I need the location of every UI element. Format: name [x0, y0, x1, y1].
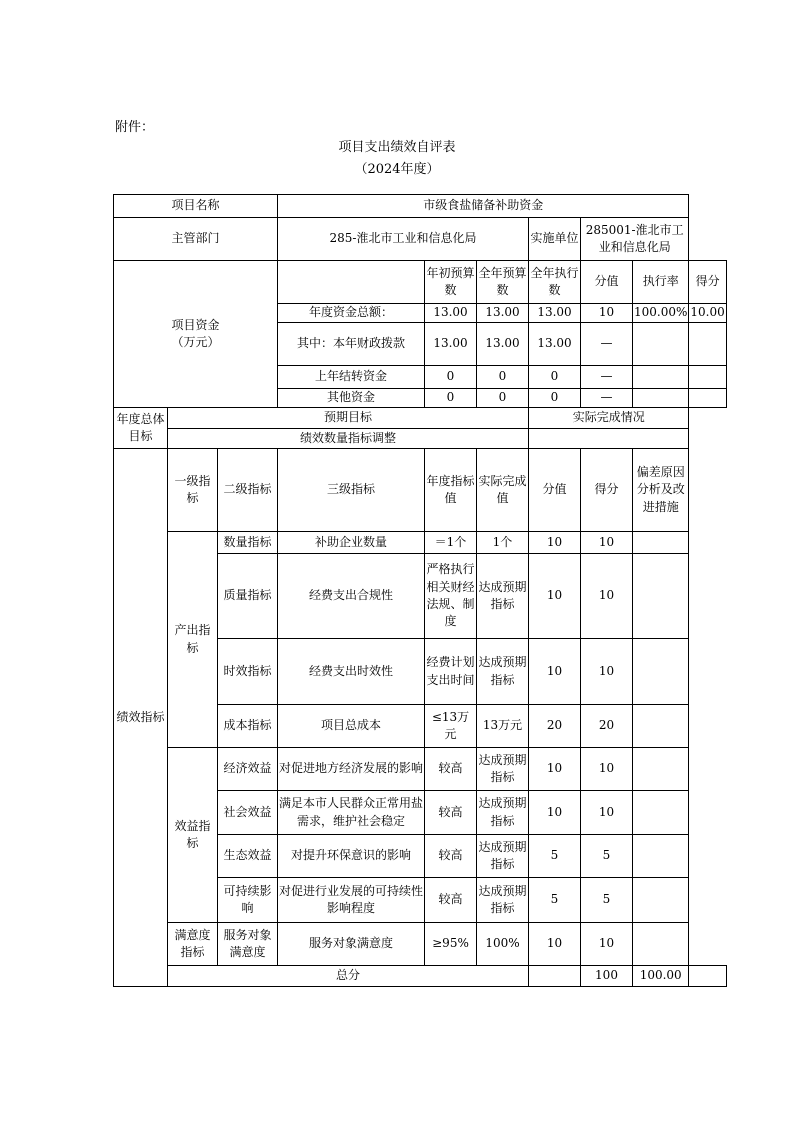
expected-goal-header: 预期目标: [168, 408, 529, 429]
funds-header: 分值: [581, 261, 633, 304]
level2-cell: 数量指标: [218, 532, 278, 554]
perf-header: 分值: [529, 449, 581, 532]
score-value-cell: 5: [529, 878, 581, 923]
funds-cell: 13.00: [425, 323, 477, 366]
perf-header: 得分: [581, 449, 633, 532]
level2-cell: 经济效益: [218, 748, 278, 791]
level3-cell: 满足本市人民群众正常用盐需求，维护社会稳定: [278, 791, 425, 835]
note-cell: [633, 878, 689, 923]
perf-header: 偏差原因分析及改进措施: [633, 449, 689, 532]
note-cell: [633, 532, 689, 554]
funds-header: 全年执行数: [529, 261, 581, 304]
level3-cell: 经费支出合规性: [278, 554, 425, 639]
target-cell: 较高: [425, 791, 477, 835]
score-cell: 10: [581, 923, 633, 966]
total-note: [689, 966, 726, 987]
level2-cell: 时效指标: [218, 639, 278, 705]
funds-header: 执行率: [633, 261, 689, 304]
level2-cell: 质量指标: [218, 554, 278, 639]
funds-cell: [689, 323, 726, 366]
funds-header-blank: [278, 261, 425, 304]
attachment-label: 附件：: [115, 120, 155, 135]
total-blank: [529, 966, 581, 987]
level3-cell: 对提升环保意识的影响: [278, 835, 425, 878]
page-subtitle: （2024年度）: [354, 162, 440, 177]
project-name-label: 项目名称: [114, 195, 278, 218]
funds-cell: —: [581, 389, 633, 408]
score-cell: 10: [581, 554, 633, 639]
page-title: 项目支出绩效自评表: [338, 140, 456, 155]
score-cell: 5: [581, 878, 633, 923]
funds-cell: 100.00%: [633, 304, 689, 323]
score-cell: 10: [581, 639, 633, 705]
total-label: 总分: [168, 966, 529, 987]
level2-cell: 社会效益: [218, 791, 278, 835]
level2-cell: 可持续影响: [218, 878, 278, 923]
target-cell: 经费计划支出时间: [425, 639, 477, 705]
score-cell: 5: [581, 835, 633, 878]
unit-label: 实施单位: [529, 218, 581, 261]
note-cell: [633, 748, 689, 791]
actual-cell: 达成预期指标: [477, 878, 529, 923]
target-cell: ＝1个: [425, 532, 477, 554]
score-cell: 20: [581, 705, 633, 748]
funds-row-label: 年度资金总额：: [278, 304, 425, 323]
funds-cell: 13.00: [477, 323, 529, 366]
actual-cell: 达成预期指标: [477, 791, 529, 835]
level3-cell: 补助企业数量: [278, 532, 425, 554]
performance-table: [113, 194, 727, 987]
actual-goal-header: 实际完成情况: [529, 408, 689, 429]
funds-cell: 0: [425, 389, 477, 408]
funds-cell: 13.00: [529, 304, 581, 323]
goals-label: 年度总体目标: [114, 408, 168, 449]
perf-header: 实际完成值: [477, 449, 529, 532]
actual-cell: 13万元: [477, 705, 529, 748]
level1-satisfaction: 满意度指标: [168, 923, 218, 966]
perf-header: 二级指标: [218, 449, 278, 532]
note-cell: [633, 705, 689, 748]
actual-cell: 达成预期指标: [477, 835, 529, 878]
funds-cell: 13.00: [425, 304, 477, 323]
funds-row-label: 其他资金: [278, 389, 425, 408]
level3-cell: 服务对象满意度: [278, 923, 425, 966]
score-cell: 10: [581, 748, 633, 791]
target-cell: 较高: [425, 835, 477, 878]
expected-goal: 绩效数量指标调整: [168, 429, 529, 449]
level3-cell: 项目总成本: [278, 705, 425, 748]
funds-cell: 0: [425, 366, 477, 389]
funds-cell: 10.00: [689, 304, 726, 323]
note-cell: [633, 835, 689, 878]
actual-cell: 100%: [477, 923, 529, 966]
funds-label: 项目资金 （万元）: [114, 261, 278, 408]
actual-cell: 达成预期指标: [477, 554, 529, 639]
funds-header: 年初预算数: [425, 261, 477, 304]
actual-goal: [529, 429, 689, 449]
target-cell: ≤13万元: [425, 705, 477, 748]
funds-cell: 13.00: [529, 323, 581, 366]
score-value-cell: 10: [529, 532, 581, 554]
funds-header: 全年预算数: [477, 261, 529, 304]
funds-cell: [633, 323, 689, 366]
perf-header: 一级指标: [168, 449, 218, 532]
dept-label: 主管部门: [114, 218, 278, 261]
score-value-cell: 10: [529, 639, 581, 705]
funds-cell: 0: [477, 389, 529, 408]
target-cell: 较高: [425, 748, 477, 791]
level2-cell: 成本指标: [218, 705, 278, 748]
score-value-cell: 5: [529, 835, 581, 878]
level1-benefit: 效益指标: [168, 748, 218, 923]
funds-cell: —: [581, 366, 633, 389]
actual-cell: 达成预期指标: [477, 639, 529, 705]
total-score: 100.00: [633, 966, 689, 987]
funds-cell: 13.00: [477, 304, 529, 323]
level2-cell: 生态效益: [218, 835, 278, 878]
level3-cell: 经费支出时效性: [278, 639, 425, 705]
score-value-cell: 10: [529, 748, 581, 791]
funds-cell: 0: [529, 389, 581, 408]
perf-label: 绩效指标: [114, 449, 168, 987]
score-cell: 10: [581, 791, 633, 835]
score-value-cell: 10: [529, 554, 581, 639]
perf-header: 三级指标: [278, 449, 425, 532]
funds-row-label: 其中：本年财政拨款: [278, 323, 425, 366]
actual-cell: 1个: [477, 532, 529, 554]
note-cell: [633, 791, 689, 835]
note-cell: [633, 639, 689, 705]
funds-cell: 0: [477, 366, 529, 389]
dept-value: 285-淮北市工业和信息化局: [278, 218, 529, 261]
unit-value: 285001-淮北市工业和信息化局: [581, 218, 689, 261]
level3-cell: 对促进行业发展的可持续性影响程度: [278, 878, 425, 923]
target-cell: ≥95%: [425, 923, 477, 966]
score-cell: 10: [581, 532, 633, 554]
funds-row-label: 上年结转资金: [278, 366, 425, 389]
project-name: 市级食盐储备补助资金: [278, 195, 689, 218]
funds-cell: 0: [529, 366, 581, 389]
funds-cell: [689, 389, 726, 408]
note-cell: [633, 554, 689, 639]
level2-cell: 服务对象满意度: [218, 923, 278, 966]
funds-cell: [689, 366, 726, 389]
funds-cell: 10: [581, 304, 633, 323]
target-cell: 严格执行相关财经法规、制度: [425, 554, 477, 639]
score-value-cell: 20: [529, 705, 581, 748]
funds-cell: [633, 389, 689, 408]
level3-cell: 对促进地方经济发展的影响: [278, 748, 425, 791]
funds-cell: —: [581, 323, 633, 366]
perf-header: 年度指标值: [425, 449, 477, 532]
target-cell: 较高: [425, 878, 477, 923]
funds-cell: [633, 366, 689, 389]
note-cell: [633, 923, 689, 966]
score-value-cell: 10: [529, 791, 581, 835]
actual-cell: 达成预期指标: [477, 748, 529, 791]
funds-header: 得分: [689, 261, 726, 304]
score-value-cell: 10: [529, 923, 581, 966]
level1-output: 产出指标: [168, 532, 218, 748]
total-score-value: 100: [581, 966, 633, 987]
